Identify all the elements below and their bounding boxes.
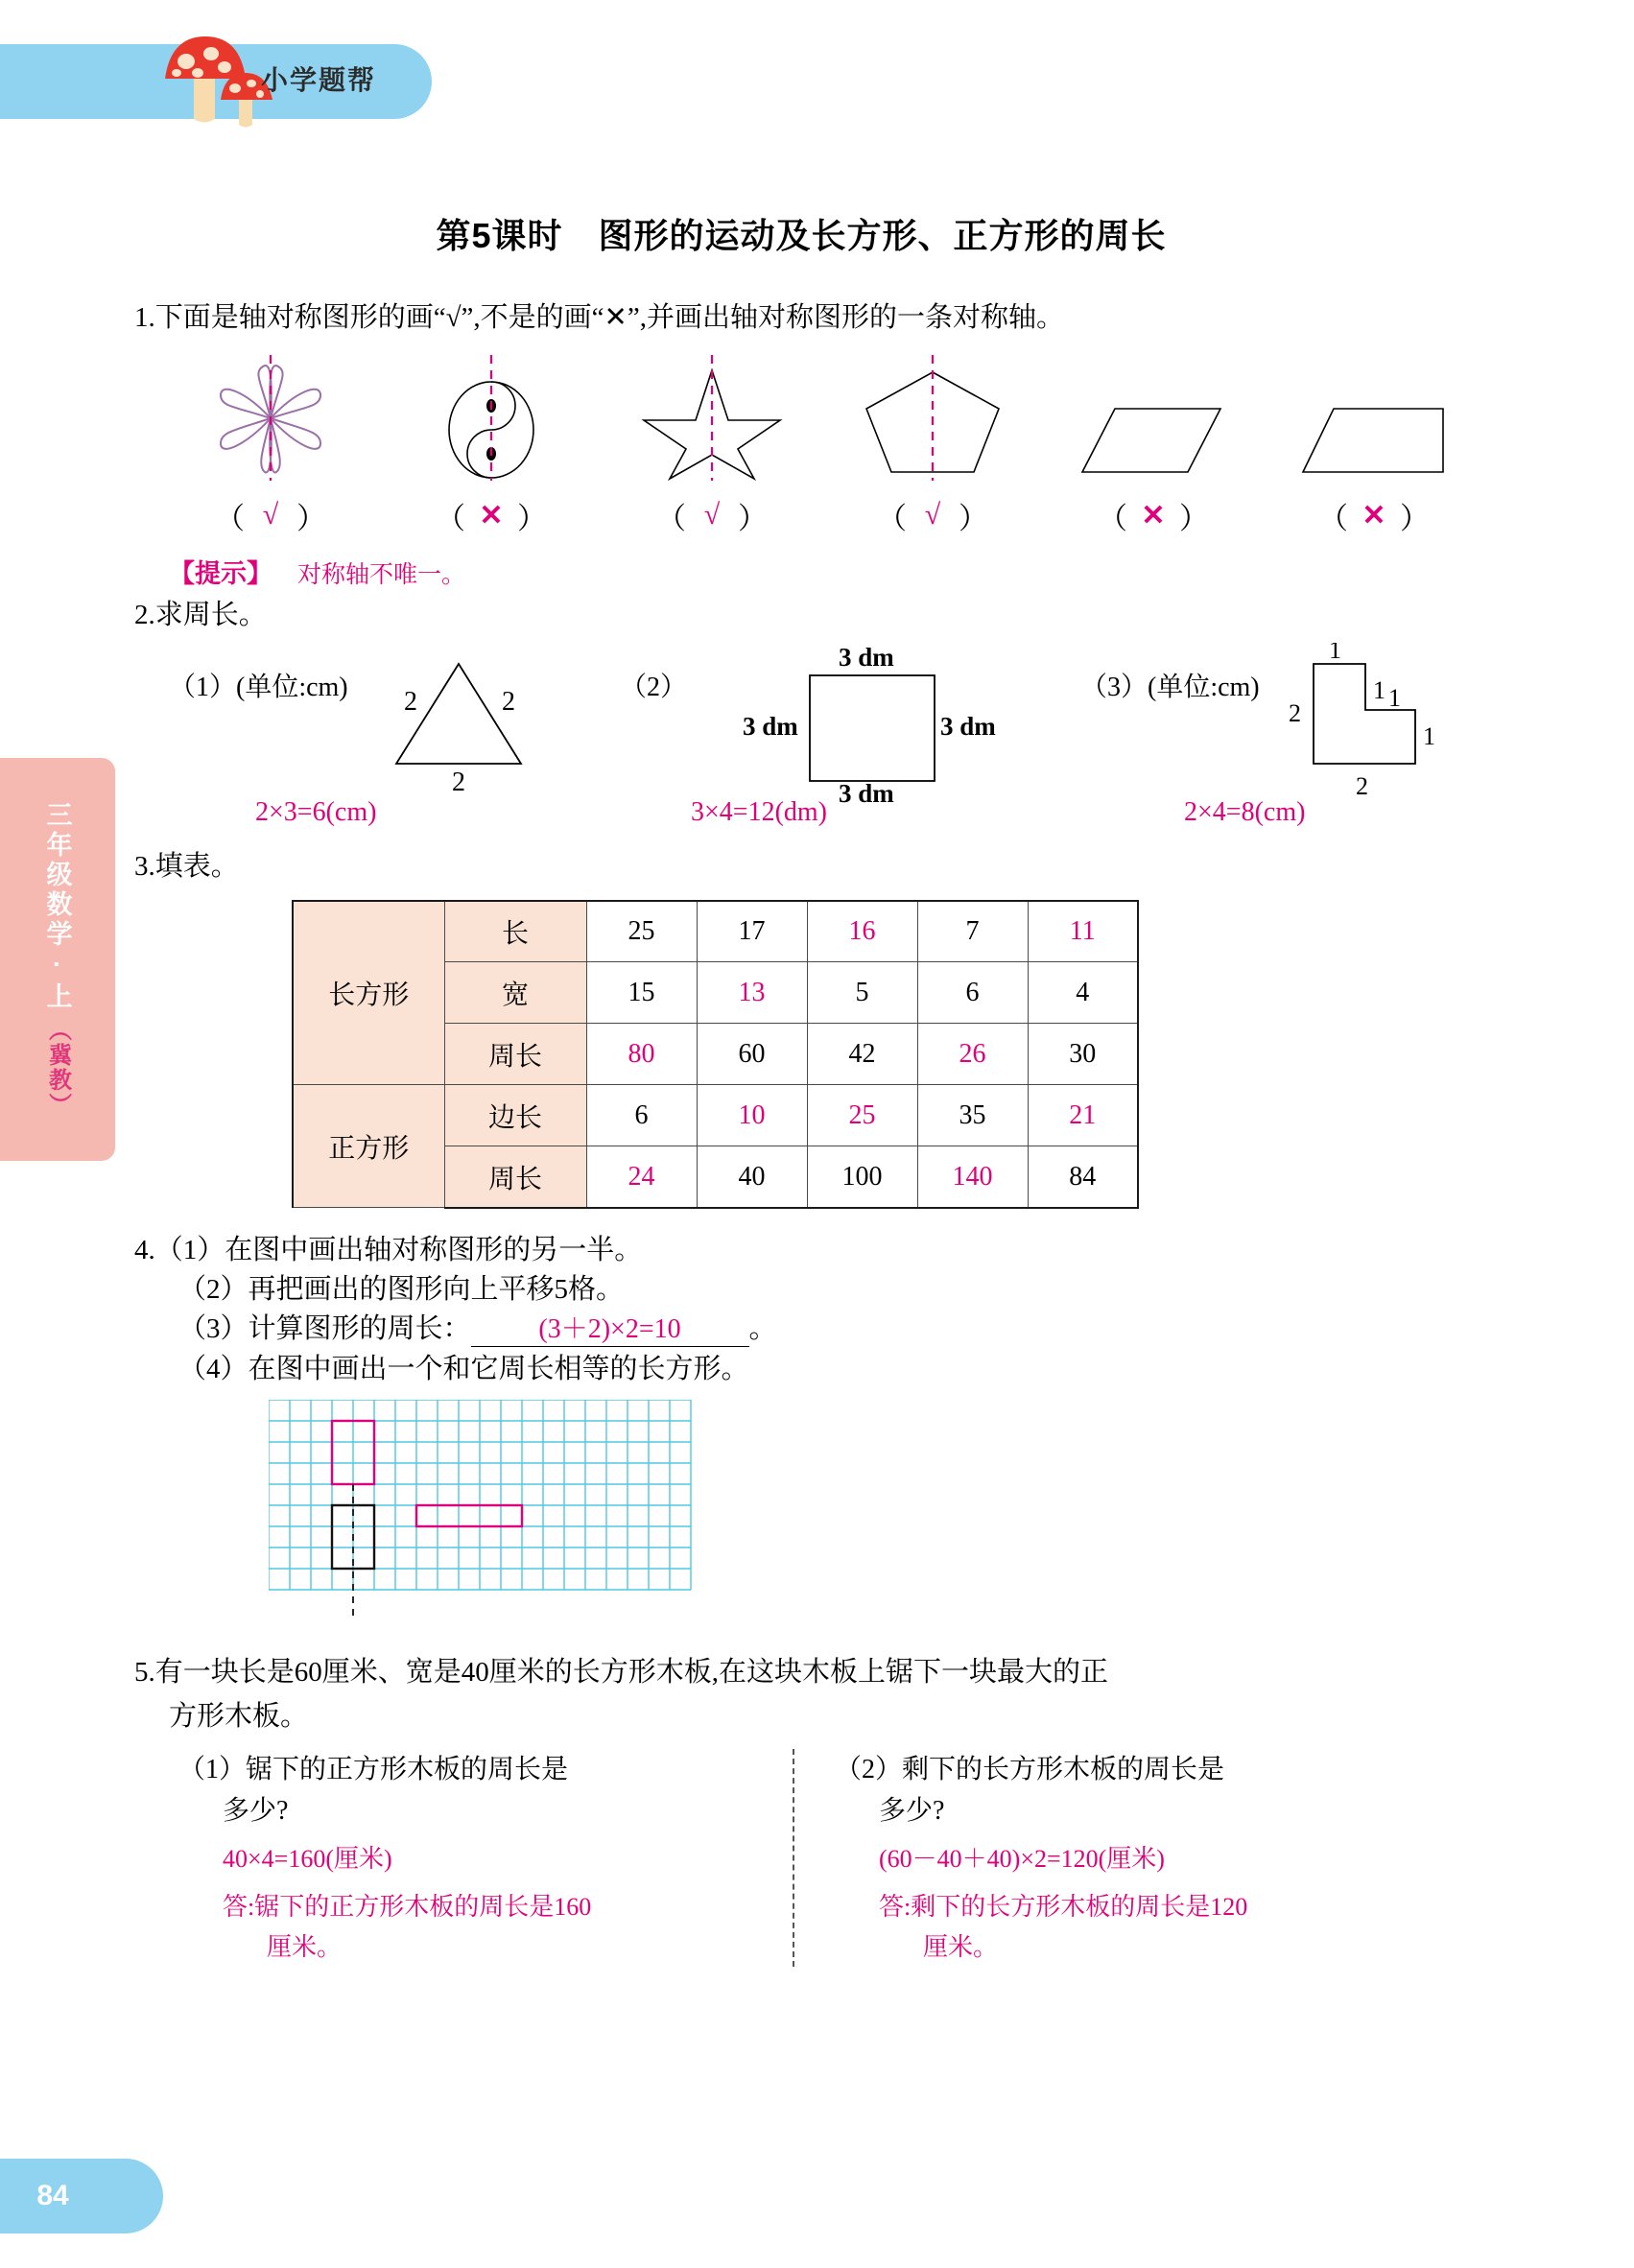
question-5-part1 <box>178 1749 793 1968</box>
edition-label: （冀教） <box>44 1018 71 1118</box>
answer-bracket-3[interactable] <box>656 494 768 537</box>
question-4 <box>134 1228 1497 1386</box>
perimeter-answer-blank[interactable]: (3＋2)×2=10 <box>471 1308 749 1347</box>
q5-part2-answer-l1: 答:剩下的长方形木板的周长是120 <box>879 1892 1248 1921</box>
cell-sq-per-2[interactable]: 40 <box>697 1146 807 1208</box>
triangle-right-label: 2 <box>501 686 515 717</box>
equal-perimeter-rectangle <box>416 1505 522 1526</box>
cell-sq-per-5[interactable]: 84 <box>1028 1146 1138 1208</box>
paren-left: （ <box>656 501 686 535</box>
square-top-label: 3 dm <box>839 642 894 672</box>
cell-sq-per-4[interactable]: 140 <box>917 1146 1028 1208</box>
q5-part2-question-l2: 多少? <box>879 1795 945 1826</box>
question-2-figures <box>134 643 1497 811</box>
answer-bracket-1[interactable] <box>215 494 326 537</box>
answer-mark: ✕ <box>479 499 504 532</box>
q2-label-3: （3）(单位:cm) <box>1080 672 1260 702</box>
shape-cell-clover <box>169 353 372 537</box>
paren-left: （ <box>1318 501 1348 535</box>
hint-label: 【提示】 <box>169 558 272 588</box>
question-1-shapes <box>134 353 1497 537</box>
paren-left: （ <box>436 501 465 535</box>
shape-cell-yinyang <box>390 353 593 537</box>
question-2-answers <box>134 797 1497 828</box>
page-title: 第5课时 图形的运动及长方形、正方形的周长 <box>436 216 1167 255</box>
paren-left: （ <box>215 501 245 535</box>
question-2-prompt: 2.求周长。 <box>134 599 267 630</box>
cell-rect-per-3[interactable]: 42 <box>807 1024 917 1085</box>
cell-rect-per-2[interactable]: 60 <box>697 1024 807 1085</box>
answer-bracket-6[interactable] <box>1318 494 1430 537</box>
answer-mark: √ <box>703 499 721 532</box>
paren-right: ） <box>1400 501 1430 535</box>
question-4-text1: （1）在图中画出轴对称图形的另一半。 <box>154 1234 643 1265</box>
yin-yang-icon <box>434 353 549 483</box>
shape-cell-star <box>610 353 814 537</box>
question-4-line4: （4）在图中画出一个和它周长相等的长方形。 <box>178 1353 749 1384</box>
paren-right: ） <box>517 501 547 535</box>
q5-part1-work[interactable]: 40×4=160(厘米) <box>223 1845 392 1874</box>
fill-table <box>292 900 1139 1209</box>
paren-right: ） <box>738 501 768 535</box>
l-label-d: 2 <box>1288 698 1301 727</box>
paren-right: ） <box>296 501 326 535</box>
cell-rect-length-5[interactable]: 11 <box>1028 901 1138 962</box>
row-label-perimeter-square: 周长 <box>444 1146 586 1208</box>
cell-rect-per-4[interactable]: 26 <box>917 1024 1028 1085</box>
triangle-left-label: 2 <box>403 686 417 717</box>
row-group-rectangle: 长方形 <box>293 901 444 1085</box>
brand-title: 小学题帮 <box>261 65 377 95</box>
grade-label: 三年级数学·上 <box>42 801 72 1012</box>
triangle-figure <box>358 643 559 801</box>
question-4-line1 <box>134 1228 1497 1267</box>
table-row <box>293 1085 1138 1146</box>
paren-right: ） <box>959 501 988 535</box>
grade-tab <box>0 758 115 1161</box>
cell-rect-length-3[interactable]: 16 <box>807 901 917 962</box>
parallelogram-icon <box>1077 353 1230 483</box>
q5-part1-answer[interactable] <box>178 1887 770 1967</box>
row-group-square: 正方形 <box>293 1085 444 1208</box>
question-5-columns <box>134 1749 1497 1968</box>
cell-rect-width-4[interactable]: 6 <box>917 962 1028 1024</box>
question-5 <box>134 1650 1497 1967</box>
q5-part2-answer[interactable] <box>835 1887 1384 1967</box>
q2-answer-2: 3×4=12(dm) <box>691 796 828 827</box>
row-label-perimeter-rect: 周长 <box>444 1024 586 1085</box>
row-label-length: 长 <box>444 901 586 962</box>
paren-right: ） <box>1179 501 1209 535</box>
cell-rect-width-3[interactable]: 5 <box>807 962 917 1024</box>
cell-rect-width-1[interactable]: 15 <box>586 962 697 1024</box>
shape-cell-parallelogram <box>1052 353 1255 537</box>
q5-part2-answer-l2: 厘米。 <box>923 1932 999 1961</box>
question-4-line2: （2）再把画出的图形向上平移5格。 <box>178 1273 625 1305</box>
q2-answer-3: 2×4=8(cm) <box>1184 796 1306 827</box>
shape-cell-trapezoid <box>1272 353 1476 537</box>
square-left-label: 3 dm <box>743 711 798 741</box>
l-label-f: 2 <box>1355 771 1368 800</box>
q5-part1-answer-l2: 厘米。 <box>267 1932 343 1961</box>
question-5-part2 <box>793 1749 1407 1968</box>
q5-part1-answer-l1: 答:锯下的正方形木板的周长是160 <box>223 1892 592 1921</box>
grid-figure[interactable] <box>269 1400 720 1620</box>
shape-cell-pentagon <box>831 353 1034 537</box>
cell-sq-side-1[interactable]: 6 <box>586 1085 697 1146</box>
question-1-prompt: 1.下面是轴对称图形的画“√”,不是的画“✕”,并画出轴对称图形的一条对称轴。 <box>134 302 1064 333</box>
hint-text: 对称轴不唯一。 <box>297 561 466 588</box>
answer-bracket-2[interactable] <box>436 494 547 537</box>
cell-sq-side-5[interactable]: 21 <box>1028 1085 1138 1146</box>
q2-item-1 <box>169 643 620 811</box>
q2-label-1: （1）(单位:cm) <box>169 672 348 702</box>
question-5-line1: 5.有一块长是60厘米、宽是40厘米的长方形木板,在这块木板上锯下一块最大的正 <box>134 1656 1109 1688</box>
question-5-line2: 方形木板。 <box>169 1701 309 1733</box>
four-leaf-clover-icon <box>203 353 338 483</box>
cell-rect-width-2[interactable]: 13 <box>697 962 807 1024</box>
q2-item-2 <box>620 643 1080 811</box>
cell-rect-width-5[interactable]: 4 <box>1028 962 1138 1024</box>
cell-rect-length-1[interactable]: 25 <box>586 901 697 962</box>
answer-mark: √ <box>262 499 279 532</box>
trapezoid-icon <box>1297 353 1451 483</box>
square-right-label: 3 dm <box>940 711 996 741</box>
table-row <box>293 901 1138 962</box>
l-label-e: 1 <box>1422 721 1435 750</box>
cell-rect-per-5[interactable]: 30 <box>1028 1024 1138 1085</box>
cell-rect-length-2[interactable]: 17 <box>697 901 807 962</box>
cell-sq-side-2[interactable]: 10 <box>697 1085 807 1146</box>
grid-figure-wrapper <box>134 1400 1497 1625</box>
question-4-period: 。 <box>748 1312 777 1344</box>
five-point-star-icon <box>640 353 784 483</box>
row-label-width: 宽 <box>444 962 586 1024</box>
l-label-c: 1 <box>1387 683 1401 712</box>
q2-label-2: （2） <box>620 672 688 702</box>
question-4-text3: （3）计算图形的周长： <box>178 1312 471 1344</box>
answer-mark: ✕ <box>1362 499 1386 532</box>
q5-part2-work[interactable]: (60－40＋40)×2=120(厘米) <box>879 1845 1165 1874</box>
q5-part1-question-l2: 多少? <box>223 1795 289 1826</box>
answer-bracket-4[interactable] <box>877 494 988 537</box>
q5-part2-question-l1: （2）剩下的长方形木板的周长是 <box>835 1754 1225 1784</box>
row-label-side: 边长 <box>444 1085 586 1146</box>
answer-mark: ✕ <box>1141 499 1166 532</box>
main-content <box>134 173 1497 1967</box>
cell-sq-side-3[interactable]: 25 <box>807 1085 917 1146</box>
answer-mark: √ <box>924 499 941 532</box>
hint-block <box>134 553 1497 590</box>
question-3-prompt: 3.填表。 <box>134 850 239 882</box>
pentagon-icon <box>861 353 1005 483</box>
cell-sq-per-3[interactable]: 100 <box>807 1146 917 1208</box>
question-4-line3 <box>134 1307 1497 1347</box>
q2-item-3 <box>1080 643 1475 811</box>
q2-answer-1: 2×3=6(cm) <box>255 796 377 827</box>
square-figure <box>735 643 1013 811</box>
page-number: 84 <box>36 2180 69 2211</box>
paren-left: （ <box>877 501 907 535</box>
cell-sq-side-4[interactable]: 35 <box>917 1085 1028 1146</box>
answer-bracket-5[interactable] <box>1098 494 1209 537</box>
q5-part1-question-l1: （1）锯下的正方形木板的周长是 <box>178 1754 569 1784</box>
lshape-figure <box>1273 643 1475 811</box>
l-label-b: 1 <box>1372 675 1385 704</box>
cell-rect-length-4[interactable]: 7 <box>917 901 1028 962</box>
triangle-bottom-label: 2 <box>451 767 465 796</box>
cell-sq-per-1[interactable]: 24 <box>586 1146 697 1208</box>
paren-left: （ <box>1098 501 1127 535</box>
cell-rect-per-1[interactable]: 80 <box>586 1024 697 1085</box>
question-4-number: 4. <box>134 1234 155 1265</box>
square-bottom-label: 3 dm <box>839 778 894 806</box>
l-label-a: 1 <box>1328 642 1341 664</box>
